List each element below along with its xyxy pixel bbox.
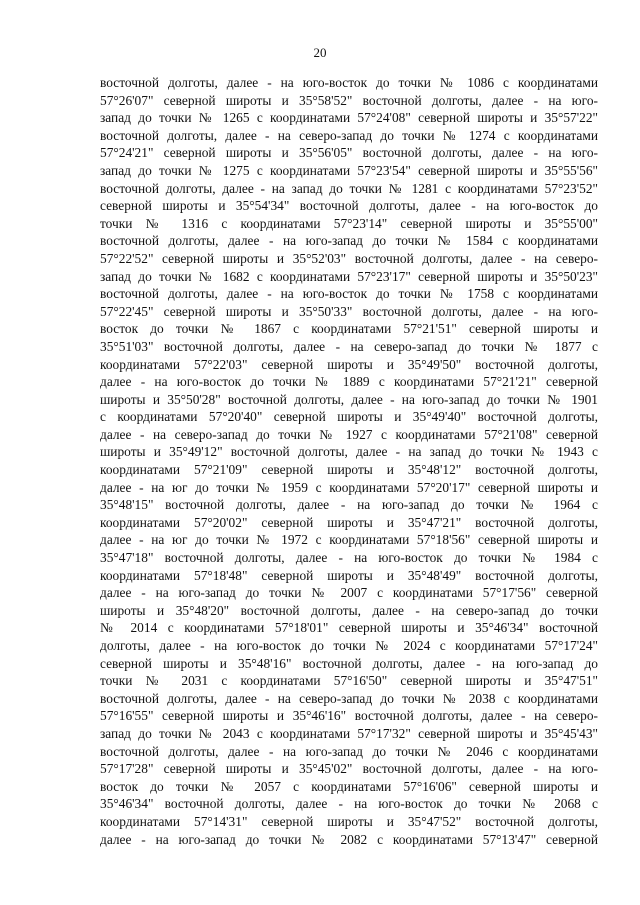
text-line: северной широты и 35°54'34" восточной долготы, далее - на юго-восток до [100, 198, 598, 214]
text-line: далее - на юго-запад до точки № 2007 с координатами 57°17'56" северной [100, 585, 598, 601]
text-line: 57°24'21" северной широты и 35°56'05" восточной долготы, далее - на юго- [100, 145, 598, 161]
text-line: 35°51'03" восточной долготы, далее - на северо-запад до точки № 1877 с [100, 338, 598, 354]
text-line: 57°16'55" северной широты и 35°46'16" восточной долготы, далее - на северо- [100, 708, 598, 724]
text-line: запад до точки № 1265 с координатами 57°24'08" северной широты и 35°57'22" [100, 110, 598, 126]
text-line: далее - на северо-запад до точки № 1927 с координатами 57°21'08" северной [100, 426, 598, 442]
text-line: запад до точки № 1275 с координатами 57°23'54" северной широты и 35°55'56" [100, 162, 598, 178]
text-line: с координатами 57°20'40" северной широты и 35°49'40" восточной долготы, [100, 409, 598, 425]
text-line: широты и 35°50'28" восточной долготы, далее - на юго-запад до точки № 1901 [100, 391, 598, 407]
text-line: запад до точки № 1682 с координатами 57°23'17" северной широты и 35°50'23" [100, 268, 598, 284]
text-line: восток до точки № 1867 с координатами 57°21'51" северной широты и [100, 321, 598, 337]
text-line: восток до точки № 2057 с координатами 57°16'06" северной широты и [100, 778, 598, 794]
text-line: координатами 57°18'48" северной широты и 35°48'49" восточной долготы, [100, 567, 598, 583]
text-line: 57°22'45" северной широты и 35°50'33" восточной долготы, далее - на юго- [100, 303, 598, 319]
text-line: широты и 35°49'12" восточной долготы, далее - на запад до точки № 1943 с [100, 444, 598, 460]
text-line: 57°17'28" северной широты и 35°45'02" восточной долготы, далее - на юго- [100, 761, 598, 777]
text-line: восточной долготы, далее - на юго-запад до точки № 2046 с координатами [100, 743, 598, 759]
page-number: 20 [313, 45, 327, 60]
text-line: координатами 57°22'03" северной широты и 35°49'50" восточной долготы, [100, 356, 598, 372]
text-line: координатами 57°14'31" северной широты и 35°47'52" восточной долготы, [100, 813, 598, 829]
text-line: 35°46'34" восточной долготы, далее - на юго-восток до точки № 2068 с [100, 796, 598, 812]
text-line: восточной долготы, далее - на северо-запад до точки № 1274 с координатами [100, 127, 598, 143]
text-line: восточной долготы, далее - на запад до точки № 1281 с координатами 57°23'52" [100, 180, 598, 196]
text-line: восточной долготы, далее - на юго-восток до точки № 1758 с координатами [100, 286, 598, 302]
text-line: долготы, далее - на юго-восток до точки № 2024 с координатами 57°17'24" [100, 638, 598, 653]
text-line: далее - на юго-запад до точки № 2082 с координатами 57°13'47" северной [100, 831, 598, 847]
body-text [100, 74, 598, 848]
text-line: 57°22'52" северной широты и 35°52'03" восточной долготы, далее - на северо- [100, 250, 598, 266]
text-line: координатами 57°21'09" северной широты и 35°48'12" восточной долготы, [100, 462, 598, 478]
text-line: № 2014 с координатами 57°18'01" северной широты и 35°46'34" восточной [100, 620, 598, 636]
text-line: 57°26'07" северной широты и 35°58'52" восточной долготы, далее - на юго- [100, 92, 598, 108]
text-line: точки № 1316 с координатами 57°23'14" северной широты и 35°55'00" [100, 215, 598, 231]
text-line: 35°48'15" восточной долготы, далее - на юго-запад до точки № 1964 с [100, 497, 598, 513]
text-line: восточной долготы, далее - на северо-запад до точки № 2038 с координатами [100, 690, 598, 706]
text-line: далее - на юг до точки № 1972 с координатами 57°18'56" северной широты и [100, 532, 598, 548]
text-line: широты и 35°48'20" восточной долготы, далее - на северо-запад до точки [100, 602, 598, 618]
text-line: северной широты и 35°48'16" восточной долготы, далее - на юго-запад до [100, 655, 598, 671]
text-line: координатами 57°20'02" северной широты и 35°47'21" восточной долготы, [100, 514, 598, 530]
text-line: восточной долготы, далее - на юго-восток до точки № 1086 с координатами [100, 75, 598, 90]
text-line: далее - на юго-восток до точки № 1889 с координатами 57°21'21" северной [100, 374, 598, 390]
text-line: 35°47'18" восточной долготы, далее - на юго-восток до точки № 1984 с [100, 550, 598, 566]
text-line: запад до точки № 2043 с координатами 57°17'32" северной широты и 35°45'43" [100, 725, 598, 741]
text-line: точки № 2031 с координатами 57°16'50" северной широты и 35°47'51" [100, 673, 598, 689]
text-line: восточной долготы, далее - на юго-запад до точки № 1584 с координатами [100, 233, 598, 249]
text-line: далее - на юг до точки № 1959 с координатами 57°20'17" северной широты и [100, 479, 598, 495]
